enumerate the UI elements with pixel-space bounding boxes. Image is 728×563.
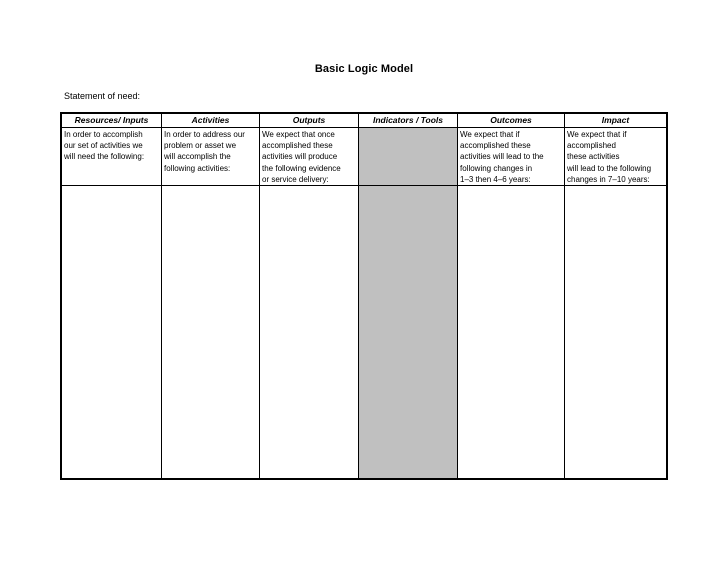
column-header-outcomes: Outcomes (458, 114, 564, 127)
column-header-outputs: Outputs (260, 114, 358, 127)
column-resources-inputs (62, 114, 162, 478)
column-description-resources-inputs: In order to accomplish our set of activities we will need the following: (64, 130, 145, 162)
row-divider (162, 185, 259, 186)
column-description-impact: We expect that if accomplished these activities will lead to the following changes in 7–10 years: (567, 130, 652, 184)
column-outcomes (458, 114, 565, 478)
column-header-activities: Activities (162, 114, 259, 127)
column-header-impact: Impact (565, 114, 666, 127)
row-divider (565, 185, 666, 186)
logic-model-table (60, 112, 668, 480)
column-outputs (260, 114, 359, 478)
row-divider (359, 185, 457, 186)
row-divider (458, 185, 564, 186)
row-divider (62, 185, 161, 186)
column-description-outcomes: We expect that if accomplished these activities will lead to the following changes in 1–3 then 4–6 years: (460, 130, 544, 184)
statement-of-need-label: Statement of need: (64, 91, 141, 101)
column-header-resources-inputs: Resources/ Inputs (62, 114, 161, 127)
column-indicators-tools (359, 114, 458, 478)
column-description-activities: In order to address our problem or asset we will accomplish the following activities: (164, 130, 245, 173)
column-activities (162, 114, 260, 478)
row-divider (260, 185, 358, 186)
document-title: Basic Logic Model (314, 63, 414, 75)
column-description-outputs: We expect that once accomplished these activities will produce the following evidence or service delivery: (262, 130, 341, 184)
column-impact (565, 114, 666, 478)
header-row-border (62, 114, 666, 128)
column-header-indicators-tools: Indicators / Tools (359, 114, 457, 127)
